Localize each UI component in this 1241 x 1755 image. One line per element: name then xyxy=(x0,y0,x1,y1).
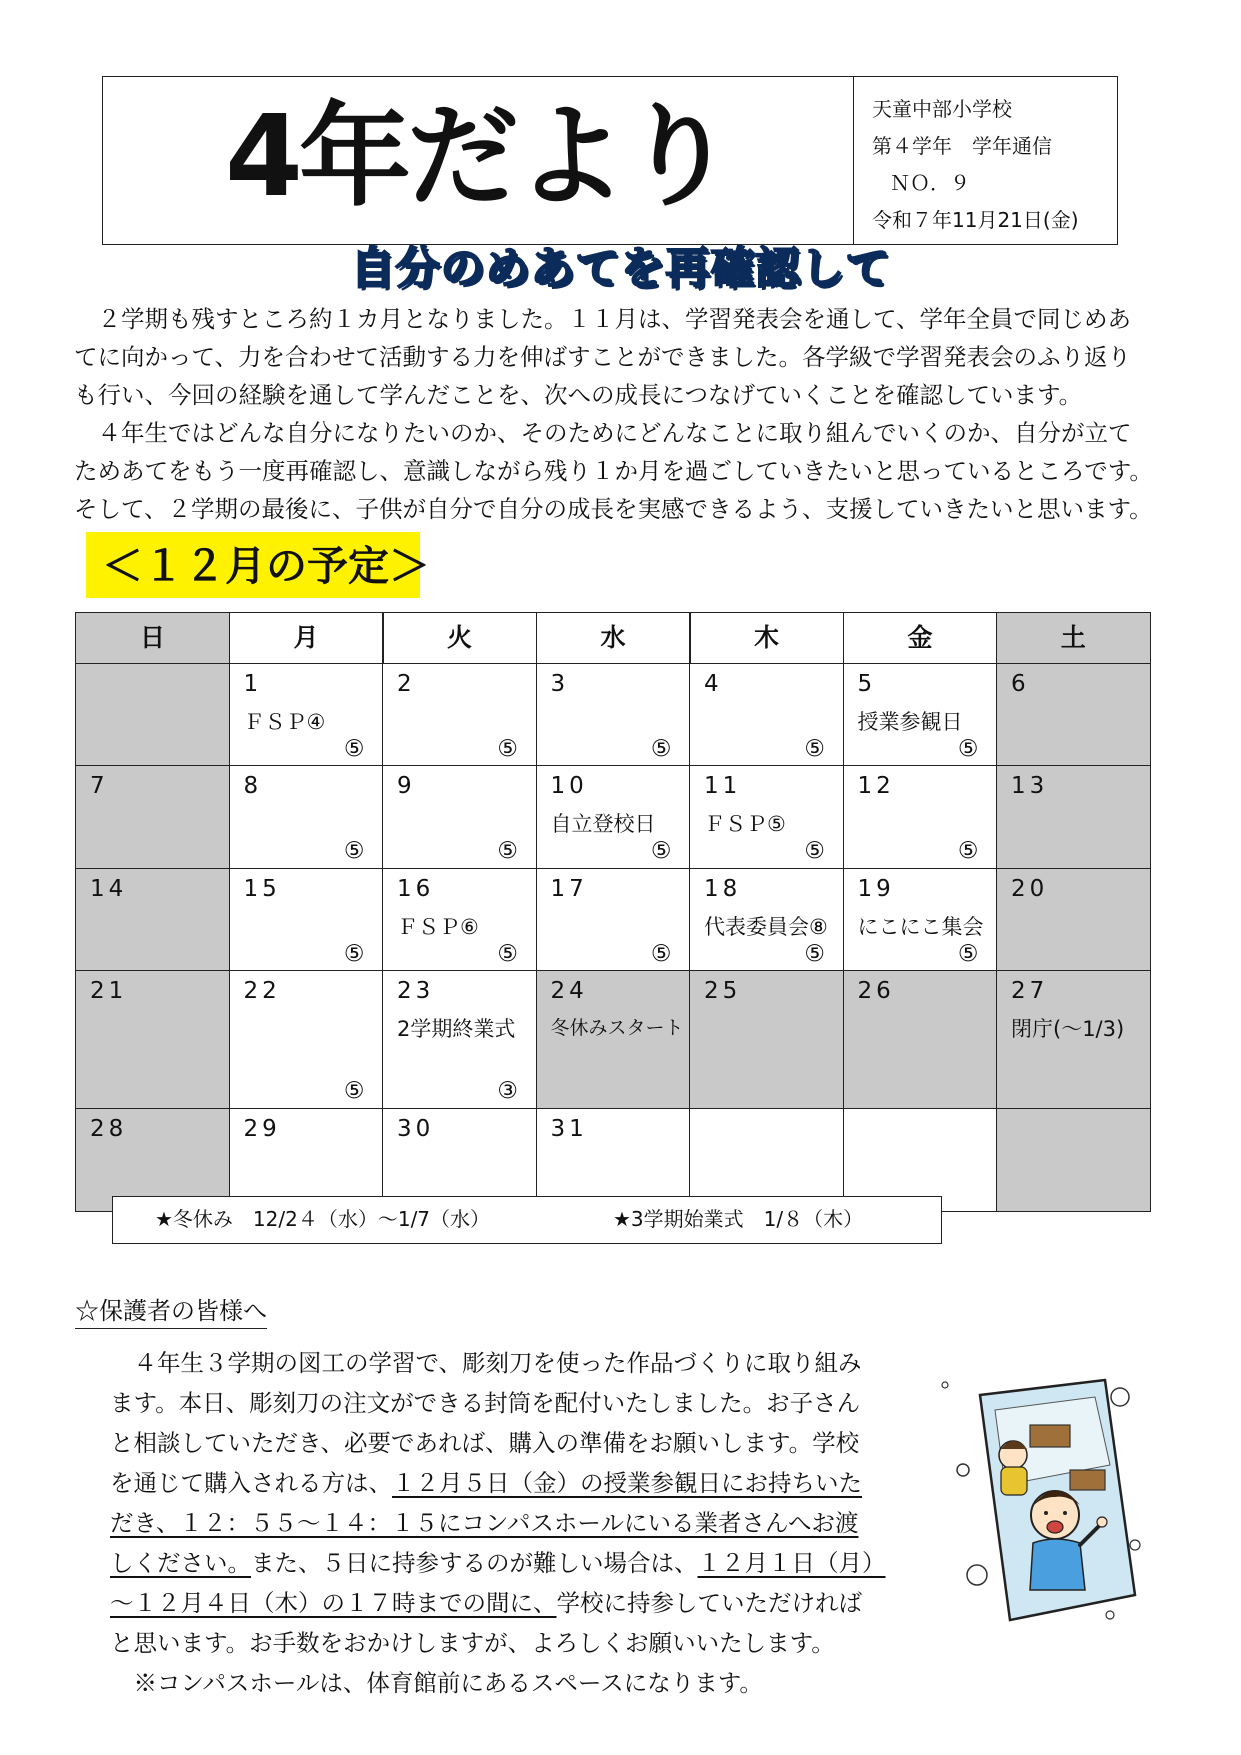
day-number: 24 xyxy=(550,978,588,1004)
intro-line: ４年生ではどんな自分になりたいのか、そのためにどんなことに取り組んでいくのか、自分が立て xyxy=(74,419,1132,447)
lesson-count: ⑤ xyxy=(650,940,672,967)
calendar-day-cell xyxy=(843,663,998,767)
calendar-day-cell xyxy=(75,868,230,972)
calendar-day-cell xyxy=(229,663,384,767)
letter-underlined: １２月１日（月） xyxy=(697,1549,886,1577)
lesson-count: ⑤ xyxy=(497,735,518,762)
schedule-heading xyxy=(86,532,430,598)
school-name: 天童中部小学校 xyxy=(872,97,1012,121)
intro-line: てに向かって、力を合わせて活動する力を伸ばすことができました。各学級で学習発表会のふり返り xyxy=(74,343,1132,371)
lesson-count: ⑤ xyxy=(343,838,365,864)
lesson-count: ⑤ xyxy=(343,940,365,967)
day-number: 21 xyxy=(90,978,128,1004)
lesson-count: ③ xyxy=(497,1078,518,1104)
calendar-header xyxy=(75,612,1151,664)
letter-line xyxy=(110,1543,900,1583)
lesson-count: ⑤ xyxy=(957,735,979,762)
lesson-count: ⑤ xyxy=(957,838,979,864)
weekday-wed: 水 xyxy=(536,612,691,664)
day-number: 13 xyxy=(1011,773,1049,799)
calendar-day-cell xyxy=(843,970,998,1109)
day-number: 15 xyxy=(243,875,281,902)
calendar-day-cell xyxy=(689,868,844,972)
weekday-sun: 日 xyxy=(75,612,230,664)
day-number: 17 xyxy=(550,875,588,902)
day-number: 30 xyxy=(397,1115,435,1142)
day-number: 23 xyxy=(397,978,435,1004)
calendar-day-cell xyxy=(689,970,844,1109)
section-banner: 自分のめあてを再確認して xyxy=(350,243,891,294)
day-number: 9 xyxy=(397,773,416,799)
weekday-fri: 金 xyxy=(843,612,998,664)
day-event: 2学期終業式 xyxy=(397,1017,516,1041)
calendar-day-cell xyxy=(229,868,384,972)
letter-line: ます。本日、彫刻刀の注文ができる封筒を配付いたしました。お子さん xyxy=(110,1389,861,1417)
calendar-day-cell xyxy=(996,970,1151,1109)
lesson-count: ⑤ xyxy=(650,838,672,864)
day-event: ＦＳＰ⑤ xyxy=(704,812,786,836)
weekday-mon: 月 xyxy=(229,612,384,664)
day-event: 閉庁(～1/3) xyxy=(1011,1017,1125,1041)
calendar-week-row xyxy=(75,664,1151,767)
day-number: 4 xyxy=(704,670,723,697)
calendar-day-cell xyxy=(996,663,1151,767)
schedule-title: ＜１２月の予定＞ xyxy=(102,542,430,590)
calendar-day-cell xyxy=(689,663,844,767)
calendar-day-cell xyxy=(843,868,998,972)
day-event: 冬休みスタート xyxy=(550,1017,684,1039)
day-number: 2 xyxy=(397,670,416,697)
letter-line: と思います。お手数をおかけしますが、よろしくお願いいたします。 xyxy=(110,1629,835,1657)
day-number: 25 xyxy=(704,978,742,1004)
classroom-illustration xyxy=(935,1375,1145,1625)
lesson-count: ⑤ xyxy=(957,940,979,967)
letter-line xyxy=(110,1503,900,1543)
day-number: 28 xyxy=(90,1115,128,1142)
issue-date: 令和７年11月21日(金) xyxy=(872,208,1079,232)
lesson-count: ⑤ xyxy=(650,735,672,762)
lesson-count: ⑤ xyxy=(497,940,518,967)
intro-line: ためあてをもう一度再確認し、意識しながら残り１か月を過ごしていきたいと思っているところです。 xyxy=(74,457,1153,485)
letter-line xyxy=(110,1583,900,1623)
lesson-count: ⑤ xyxy=(497,838,518,864)
info-box xyxy=(854,76,1118,245)
calendar-day-cell xyxy=(536,868,691,972)
weekday-thu: 木 xyxy=(689,612,844,664)
newsletter-title: 4年だより xyxy=(225,92,731,222)
calendar-week-row xyxy=(75,869,1151,972)
intro-line: ２学期も残すところ約１カ月となりました。１１月は、学習発表会を通して、学年全員で同じめあ xyxy=(74,305,1132,333)
lesson-count: ⑤ xyxy=(804,735,825,762)
day-number: 5 xyxy=(857,670,877,697)
winter-break-note: ★冬休み 12/2４（水）～1/7（水） xyxy=(155,1207,491,1231)
day-number: 20 xyxy=(1011,875,1049,902)
intro-line: そして、２学期の最後に、子供が自分で自分の成長を実感できるよう、支援していきたいと思います。 xyxy=(74,495,1153,523)
letter-text: 学校に持参していただければ xyxy=(556,1589,862,1617)
letter-text: また、５日に持参するのが難しい場合は、 xyxy=(251,1549,698,1577)
calendar-day-cell xyxy=(689,765,844,869)
day-number: 31 xyxy=(550,1115,588,1142)
calendar-day-cell xyxy=(996,868,1151,972)
issue-number: ＮＯ．９ xyxy=(890,171,970,195)
day-number: 16 xyxy=(397,875,435,902)
day-number: 10 xyxy=(550,773,588,799)
lesson-count: ⑤ xyxy=(343,1078,365,1104)
calendar-day-cell xyxy=(996,765,1151,869)
day-number: 27 xyxy=(1011,978,1049,1004)
calendar-week-row xyxy=(75,767,1151,870)
weekday-sat: 土 xyxy=(996,612,1151,664)
lesson-count: ⑤ xyxy=(804,940,825,967)
letter-underlined: ～１２月４日（木）の１７時までの間に、 xyxy=(110,1589,557,1617)
term3-start-note: ★3学期始業式 1/８（木） xyxy=(613,1207,864,1231)
day-event: ＦＳＰ④ xyxy=(243,709,326,734)
intro-text xyxy=(74,300,1174,528)
day-number: 11 xyxy=(704,773,742,799)
day-number: 1 xyxy=(243,670,263,697)
day-number: 18 xyxy=(704,875,742,902)
day-number: 7 xyxy=(90,773,109,799)
parents-letter xyxy=(110,1343,900,1703)
letter-underlined: だき、１２：５５～１４：１５にコンパスホールにいる業者さんへお渡 xyxy=(110,1509,859,1537)
day-number: 12 xyxy=(857,773,895,799)
calendar-day-cell xyxy=(382,765,537,869)
day-number: 29 xyxy=(243,1115,281,1142)
lesson-count: ⑤ xyxy=(804,838,825,864)
calendar-day-cell xyxy=(996,1108,1151,1212)
letter-line: ※コンパスホールは、体育館前にあるスペースになります。 xyxy=(110,1669,763,1697)
calendar-day-cell xyxy=(75,970,230,1109)
letter-underlined: しください。 xyxy=(110,1549,251,1577)
day-number: 26 xyxy=(857,978,895,1004)
day-event: にこにこ集会 xyxy=(857,914,984,939)
lesson-count: ⑤ xyxy=(343,735,365,762)
calendar-day-cell xyxy=(229,970,384,1109)
holiday-note xyxy=(112,1196,942,1244)
day-event: 授業参観日 xyxy=(857,709,963,734)
parents-heading: ☆保護者の皆様へ xyxy=(75,1294,267,1329)
day-number: 22 xyxy=(243,978,281,1004)
day-event: ＦＳＰ⑥ xyxy=(397,914,479,939)
calendar-day-cell xyxy=(229,765,384,869)
intro-line: も行い、今回の経験を通して学んだことを、次への成長につなげていくことを確認しています。 xyxy=(74,381,1083,409)
day-event: 自立登校日 xyxy=(550,812,656,836)
day-number: 3 xyxy=(550,670,570,697)
day-number: 14 xyxy=(90,875,128,902)
letter-line: と相談していただき、必要であれば、購入の準備をお願いします。学校 xyxy=(110,1429,860,1457)
day-number: 19 xyxy=(857,875,895,902)
calendar-day-cell xyxy=(536,663,691,767)
day-number: 6 xyxy=(1011,670,1030,697)
letter-underlined: １２月５日（金）の授業参観日にお持ちいた xyxy=(392,1469,862,1497)
calendar-day-cell xyxy=(382,868,537,972)
weekday-tue: 火 xyxy=(382,612,537,664)
calendar-day-cell xyxy=(536,970,691,1109)
calendar xyxy=(75,612,1151,1231)
day-number: 8 xyxy=(243,773,263,799)
calendar-day-cell xyxy=(382,970,537,1109)
letter-line: ４年生３学期の図工の学習で、彫刻刀を使った作品づくりに取り組み xyxy=(110,1349,862,1377)
letter-line xyxy=(110,1463,900,1503)
title-box xyxy=(102,76,854,245)
grade-line: 第４学年 学年通信 xyxy=(872,134,1052,158)
calendar-day-cell xyxy=(75,663,230,767)
calendar-week-row xyxy=(75,972,1151,1110)
calendar-day-cell xyxy=(382,663,537,767)
calendar-body xyxy=(75,664,1151,1212)
letter-text: を通じて購入される方は、 xyxy=(110,1469,392,1497)
calendar-day-cell xyxy=(75,765,230,869)
calendar-day-cell xyxy=(536,765,691,869)
calendar-day-cell xyxy=(843,765,998,869)
day-event: 代表委員会⑧ xyxy=(704,914,828,939)
